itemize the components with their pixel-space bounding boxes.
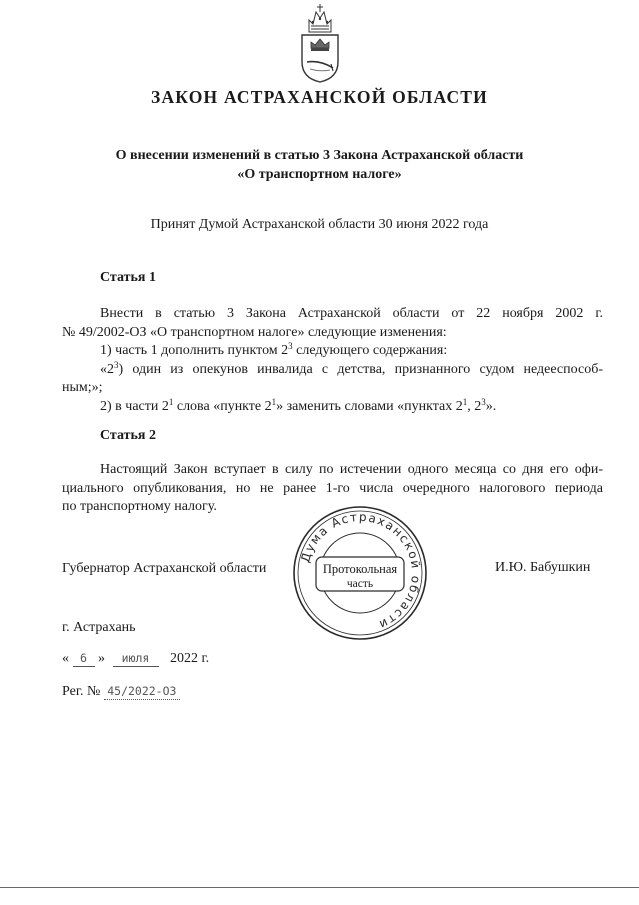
article-1-quote-line-1: «$2^3$) один из опекунов инвалида с детства, признанного судом недееспособ- bbox=[100, 359, 603, 377]
article-1-intro-line-1: Внести в статью 3 Закона Астраханской области от 22 ноября 2002 г. bbox=[100, 306, 603, 321]
date-year: 2022 г. bbox=[170, 651, 210, 666]
official-stamp bbox=[291, 504, 429, 642]
stamp-inner-line-2: часть bbox=[346, 578, 374, 590]
reg-number: 45/2022-ОЗ bbox=[104, 684, 180, 700]
article-1-quote-line-2: ным;»; bbox=[62, 380, 103, 395]
date-quote-open: « bbox=[62, 651, 69, 666]
article-2-heading: Статья 2 bbox=[100, 428, 156, 443]
stamp-inner-line-1: Протокольная bbox=[322, 562, 398, 576]
article-1-item-2: 2) в части $2^1$ слова «пункте $2^1$» заменить словами «пунктах $2^1$, $2^3$». bbox=[100, 396, 497, 414]
stamp-outer-text: Дума Астраханской области bbox=[298, 509, 424, 633]
signing-date bbox=[62, 651, 209, 667]
date-quote-close: » bbox=[98, 651, 105, 666]
article-2-line-3: по транспортному налогу. bbox=[62, 499, 217, 514]
date-month: июля bbox=[113, 651, 159, 667]
adoption-statement: Принят Думой Астраханской области 30 июня 2022 года bbox=[150, 217, 489, 232]
subtitle-line-2: «О транспортном налоге» bbox=[237, 167, 402, 182]
coat-of-arms-emblem bbox=[298, 2, 342, 84]
governor-position: Губернатор Астраханской области bbox=[62, 561, 267, 576]
article-1-item-1: 1) часть 1 дополнить пунктом $2^3$ следующего содержания: bbox=[100, 341, 448, 358]
registration-number bbox=[62, 684, 180, 700]
article-1-heading: Статья 1 bbox=[100, 270, 156, 285]
governor-name: И.Ю. Бабушкин bbox=[495, 560, 591, 575]
article-2-line-2: циального опубликования, но не ранее 1-го числа очередного налогового периода bbox=[62, 480, 603, 496]
reg-label: Рег. № bbox=[62, 684, 101, 699]
subtitle-line-1: О внесении изменений в статью 3 Закона Астраханской области bbox=[115, 148, 524, 163]
law-title: ЗАКОН АСТРАХАНСКОЙ ОБЛАСТИ bbox=[151, 87, 488, 107]
date-day: 6 bbox=[73, 651, 95, 667]
article-1-intro-line-2: № 49/2002-ОЗ «О транспортном налоге» следующие изменения: bbox=[62, 324, 447, 340]
law-subtitle bbox=[0, 146, 639, 184]
article-1-body bbox=[62, 305, 603, 416]
article-2-line-1: Настоящий Закон вступает в силу по истечении одного месяца со дня его офи- bbox=[100, 462, 603, 477]
page-bottom-rule bbox=[0, 887, 639, 888]
city: г. Астрахань bbox=[62, 620, 136, 635]
